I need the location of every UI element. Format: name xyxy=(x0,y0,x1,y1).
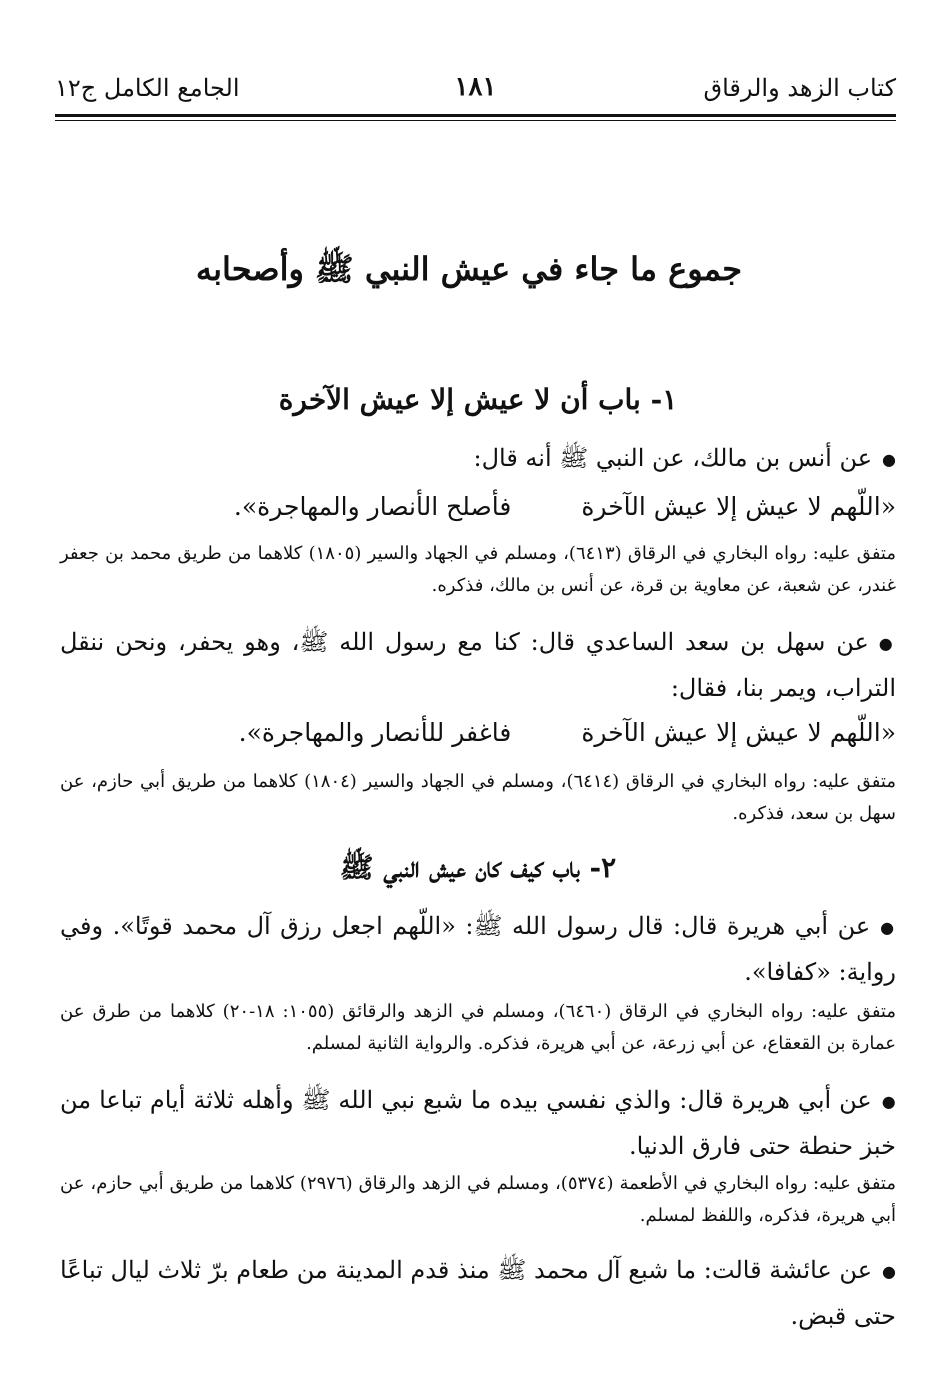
takhrij-note: متفق عليه: رواه البخاري في الرقاق (٦٤١٣)، ومسلم في الجهاد والسير (١٨٠٥) كلاهما من طريق محمد بن جعفر غندر، عن شعبة، عن معاوية بن قرة، عن أنس بن مالك، فذكره. xyxy=(60,543,896,596)
takhrij-note: متفق عليه: رواه البخاري في الأطعمة (٥٣٧٤)، ومسلم في الزهد والرقاق (٢٩٧٦) كلاهما من طريق أبي حازم، عن أبي هريرة، فذكره، واللفظ لمسلم. xyxy=(60,1173,896,1226)
chapter-heading: ٢- باب كيف كان عيش النبي ﷺ xyxy=(339,851,617,884)
poetry-verse xyxy=(60,718,896,747)
bullet-icon: ● xyxy=(878,633,896,653)
page-number: ١٨١ xyxy=(454,72,497,102)
verse-hemistich-first: «اللّهم لا عيش إلا عيش الآخرة xyxy=(581,718,896,747)
bullet-icon: ● xyxy=(881,1091,896,1111)
chapter-heading: ١- باب أن لا عيش إلا عيش الآخرة xyxy=(278,383,678,416)
hadith-text: ●عن سهل بن سعد الساعدي قال: كنا مع رسول الله ﷺ، وهو يحفر، ونحن ننقل التراب، ويمر بنا، فقال: xyxy=(60,628,896,702)
header-rule-thick xyxy=(55,114,896,117)
bullet-icon: ● xyxy=(882,449,896,469)
verse-hemistich-second: فأصلح الأنصار والمهاجرة». xyxy=(233,492,512,521)
bullet-icon: ● xyxy=(880,917,896,937)
hadith-text: ●عن أنس بن مالك، عن النبي ﷺ أنه قال: xyxy=(473,444,896,472)
main-title: جموع ما جاء في عيش النبي ﷺ وأصحابه xyxy=(195,250,743,288)
hadith-text: ●عن عائشة قالت: ما شبع آل محمد ﷺ منذ قدم المدينة من طعام برّ ثلاث ليال تباعًا حتى قبض. xyxy=(60,1256,896,1330)
takhrij-note: متفق عليه: رواه البخاري في الرقاق (٦٤٦٠)، ومسلم في الزهد والرقائق (١٠٥٥: ١٨-٢٠) كلاهما من طرق عن عمارة بن القعقاع، عن أبي زرعة، عن أبي هريرة، فذكره. والرواية الثانية لمسلم. xyxy=(60,1001,896,1054)
running-header xyxy=(55,68,896,112)
takhrij-note: متفق عليه: رواه البخاري في الرقاق (٦٤١٤)، ومسلم في الجهاد والسير (١٨٠٤) كلاهما من طريق أبي حازم، عن سهل بن سعد، فذكره. xyxy=(60,771,896,824)
bullet-icon: ● xyxy=(882,1261,896,1281)
header-rule-thin xyxy=(55,120,896,121)
poetry-verse xyxy=(60,492,896,521)
hadith-text: ●عن أبي هريرة قال: قال رسول الله ﷺ: «اللّهم اجعل رزق آل محمد قوتًا». وفي رواية: «كفافا». xyxy=(60,912,896,986)
header-book-title: كتاب الزهد والرقاق xyxy=(703,74,896,102)
verse-hemistich-first: «اللّهم لا عيش إلا عيش الآخرة xyxy=(581,492,896,521)
hadith-text: ●عن أبي هريرة قال: والذي نفسي بيده ما شبع نبي الله ﷺ وأهله ثلاثة أيام تباعا من خبز حنطة حتى فارق الدنيا. xyxy=(60,1086,896,1160)
header-volume-title: الجامع الكامل ج١٢ xyxy=(55,74,240,102)
verse-hemistich-second: فاغفر للأنصار والمهاجرة». xyxy=(238,718,512,747)
